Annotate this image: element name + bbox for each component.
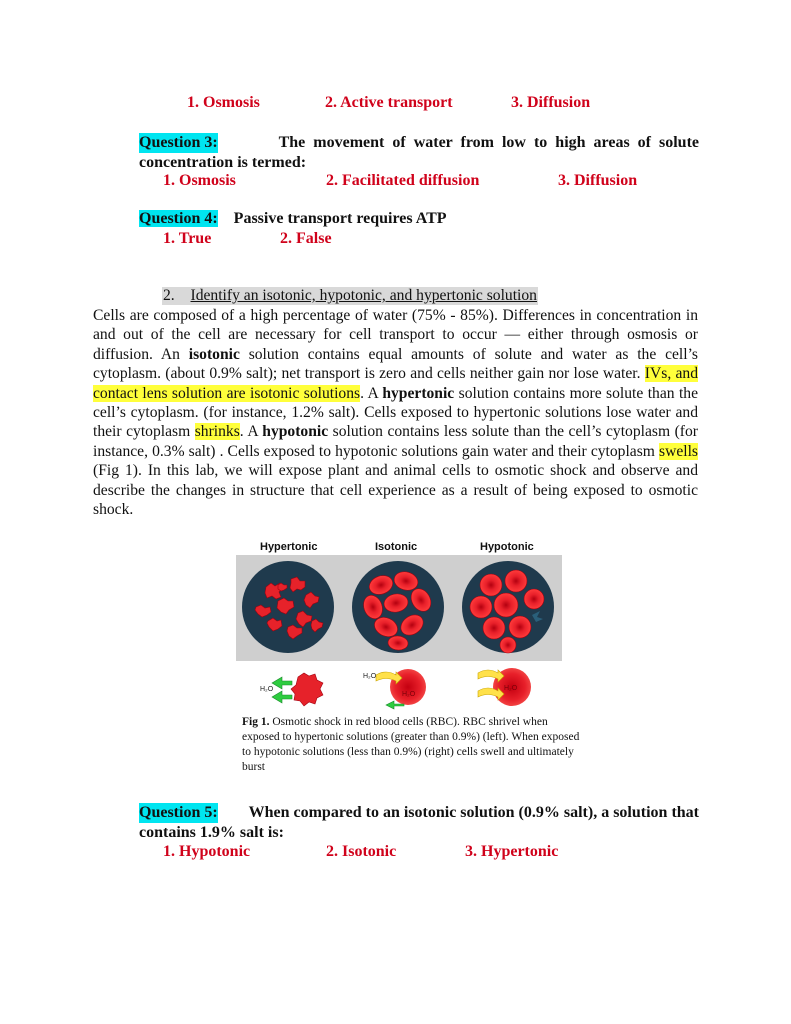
water-label-hypotonic: H₂O (504, 685, 518, 692)
intro-paragraph (93, 306, 698, 519)
hypertonic-cell-diagram (260, 673, 323, 706)
q3-option-2: 2. Facilitated diffusion (326, 172, 480, 189)
question-3 (139, 133, 699, 173)
question-3-text-line2: concentration is termed: (139, 154, 307, 171)
figure-caption-text: Osmotic shock in red blood cells (RBC). RBC shrivel when exposed to hypertonic solutions (greater than 0.9%) (left). When exposed to hypotonic solutions (less than 0.9%) (right) cells swell and ultimately burst (242, 716, 580, 773)
hypotonic-cell-diagram (478, 668, 531, 706)
q4-option-1: 1. True (163, 230, 212, 247)
osmosis-rbc-figure (236, 555, 562, 715)
isotonic-cell-diagram (363, 669, 426, 709)
q5-option-3: 3. Hypertonic (465, 843, 559, 860)
question-5-label: Question 5: (139, 804, 218, 821)
term-hypotonic: hypotonic (262, 423, 329, 441)
question-3-text-line1: The movement of water from low to high areas of solute (278, 134, 699, 151)
figure-caption-label: Fig 1. (242, 716, 270, 728)
fig-label-hypotonic: Hypotonic (480, 541, 534, 553)
q2-option-1: 1. Osmosis (187, 94, 260, 111)
q5-option-1: 1. Hypotonic (163, 843, 251, 860)
highlight-shrinks: shrinks (194, 423, 240, 441)
para-text-1: Cells are composed of a high percentage of water (75% - 85%). Differences in concentration in and out of the cell are necessary for cell transport to occur — either through osmosis or diffusion. An (93, 307, 698, 363)
question-4-text: Passive transport requires ATP (233, 210, 447, 227)
para-text-3: . A (360, 384, 383, 402)
question-5-text-line1: When compared to an isotonic solution (0.9% salt), a solution that (248, 804, 699, 821)
fig-label-isotonic: Isotonic (375, 541, 418, 553)
q3-option-1: 1. Osmosis (163, 172, 236, 189)
question-4-label: Question 4: (139, 210, 218, 227)
highlight-swells: swells (659, 442, 698, 460)
q2-option-2: 2. Active transport (325, 94, 453, 111)
highlight-isotonic-examples: IVs, and contact lens solution are isotonic solutions (93, 365, 698, 402)
question-4 (139, 210, 447, 228)
para-text-7: (Fig 1). In this lab, we will expose plant and animal cells to osmotic shock and observe and describe the changes in structure that cell experience as a result of being exposed to osmotic shock. (93, 462, 698, 519)
fig-label-hypertonic: Hypertonic (260, 541, 318, 553)
question-5-text-line2: contains 1.9% salt is: (139, 824, 284, 841)
figure-caption (242, 715, 587, 775)
term-hypertonic: hypertonic (382, 384, 455, 402)
section-2-heading (162, 287, 538, 305)
para-text-6: solution contains less solute than the cell’s cytoplasm (for instance, 0.3% salt) . Cells exposed to hypotonic solutions gain water and their cytoplasm (93, 423, 698, 460)
q3-option-3: 3. Diffusion (558, 172, 638, 189)
term-isotonic: isotonic (188, 345, 240, 363)
water-label-isotonic-outside: H₂O (363, 673, 377, 680)
q2-option-3: 3. Diffusion (511, 94, 591, 111)
para-text-4: solution contains more solute than the cell’s cytoplasm. (for instance, 1.2% salt). Cells exposed to hypertonic solutions lose water and their cytoplasm (93, 384, 698, 441)
para-text-5: . A (239, 423, 263, 441)
water-label-isotonic-inside: H₂O (402, 691, 416, 698)
isotonic-dish (352, 561, 444, 653)
section-2-number: 2. (163, 287, 175, 304)
water-label-hypertonic: H₂O (260, 686, 274, 693)
q5-option-2: 2. Isotonic (326, 843, 397, 860)
hypertonic-dish (242, 561, 334, 653)
question-3-label: Question 3: (139, 134, 218, 151)
q4-option-2: 2. False (280, 230, 332, 247)
question-5 (139, 803, 699, 843)
section-2-title: Identify an isotonic, hypotonic, and hypertonic solution (190, 287, 537, 304)
para-text-2: solution contains equal amounts of solute and water as the cell’s cytoplasm. (about 0.9% salt); net transport is zero and cells neither gain nor lose water. (93, 345, 698, 383)
hypotonic-dish (462, 561, 554, 653)
